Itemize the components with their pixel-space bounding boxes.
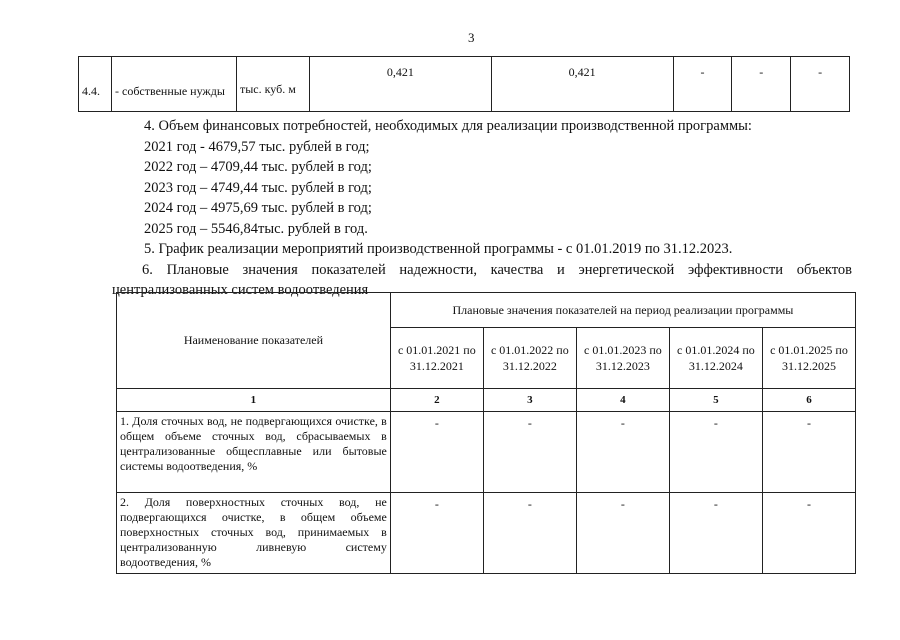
top-table <box>78 56 850 112</box>
row-unit: тыс. куб. м <box>237 57 310 112</box>
row-value: - <box>732 57 791 112</box>
indicator-value: - <box>390 493 483 574</box>
finance-line: 2022 год – 4709,44 тыс. рублей в год; <box>144 159 372 175</box>
indicator-value: - <box>762 493 855 574</box>
finance-line: 2025 год – 5546,84тыс. рублей в год. <box>144 220 368 237</box>
finance-line: 2024 год – 4975,69 тыс. рублей в год; <box>144 200 372 216</box>
header-period: с 01.01.2023 по 31.12.2023 <box>576 328 669 389</box>
header-period: с 01.01.2022 по 31.12.2022 <box>483 328 576 389</box>
column-number: 4 <box>576 389 669 412</box>
indicator-name: 1. Доля сточных вод, не подвергающихся очистке, в общем объеме сточных вод, сбрасываемых в централизованные общесплавные или бытовые системы водоотведения, % <box>117 412 391 493</box>
header-period: с 01.01.2025 по 31.12.2025 <box>762 328 855 389</box>
row-value: - <box>673 57 732 112</box>
header-planned-values: Плановые значения показателей на период реализации программы <box>390 293 855 328</box>
column-number: 6 <box>762 389 855 412</box>
header-indicator-name: Наименование показателей <box>117 293 391 389</box>
section-4-title: 4. Объем финансовых потребностей, необходимых для реализации производственной программы: <box>144 118 752 134</box>
finance-line: 2021 год - 4679,57 тыс. рублей в год; <box>144 138 370 155</box>
indicator-value: - <box>576 493 669 574</box>
finance-line: 2023 год – 4749,44 тыс. рублей в год; <box>144 179 372 196</box>
column-number: 2 <box>390 389 483 412</box>
row-value: - <box>791 57 850 112</box>
table-row <box>79 57 850 112</box>
section-5-text: 5. График реализации мероприятий производственной программы - с 01.01.2019 по 31.12.2023. <box>144 241 733 257</box>
indicator-name: 2. Доля поверхностных сточных вод, не подвергающихся очистке, в общем объеме поверхностных сточных вод, принимаемых в централизованную ливневую систему водоотведения, % <box>117 493 391 574</box>
column-number: 3 <box>483 389 576 412</box>
column-number: 1 <box>117 389 391 412</box>
header-period: с 01.01.2024 по 31.12.2024 <box>669 328 762 389</box>
table-row <box>117 412 856 493</box>
section-6-text: 6. Плановые значения показателей надежности, качества и энергетической эффективности объектов централизованных систем водоотведения <box>112 261 852 298</box>
indicator-value: - <box>390 412 483 493</box>
column-number: 5 <box>669 389 762 412</box>
table-row <box>117 493 856 574</box>
row-value: 0,421 <box>310 57 492 112</box>
header-period: с 01.01.2021 по 31.12.2021 <box>390 328 483 389</box>
page-number: 3 <box>468 30 475 45</box>
indicator-value: - <box>576 412 669 493</box>
row-number: 4.4. <box>79 57 112 112</box>
indicator-value: - <box>483 493 576 574</box>
indicator-value: - <box>669 412 762 493</box>
table-header-row <box>117 293 856 328</box>
financial-section <box>114 116 852 301</box>
indicator-value: - <box>762 412 855 493</box>
row-value: 0,421 <box>491 57 673 112</box>
indicator-value: - <box>483 412 576 493</box>
column-number-row <box>117 389 856 412</box>
row-name: - собственные нужды <box>112 57 237 112</box>
indicators-table <box>116 292 856 574</box>
indicator-value: - <box>669 493 762 574</box>
